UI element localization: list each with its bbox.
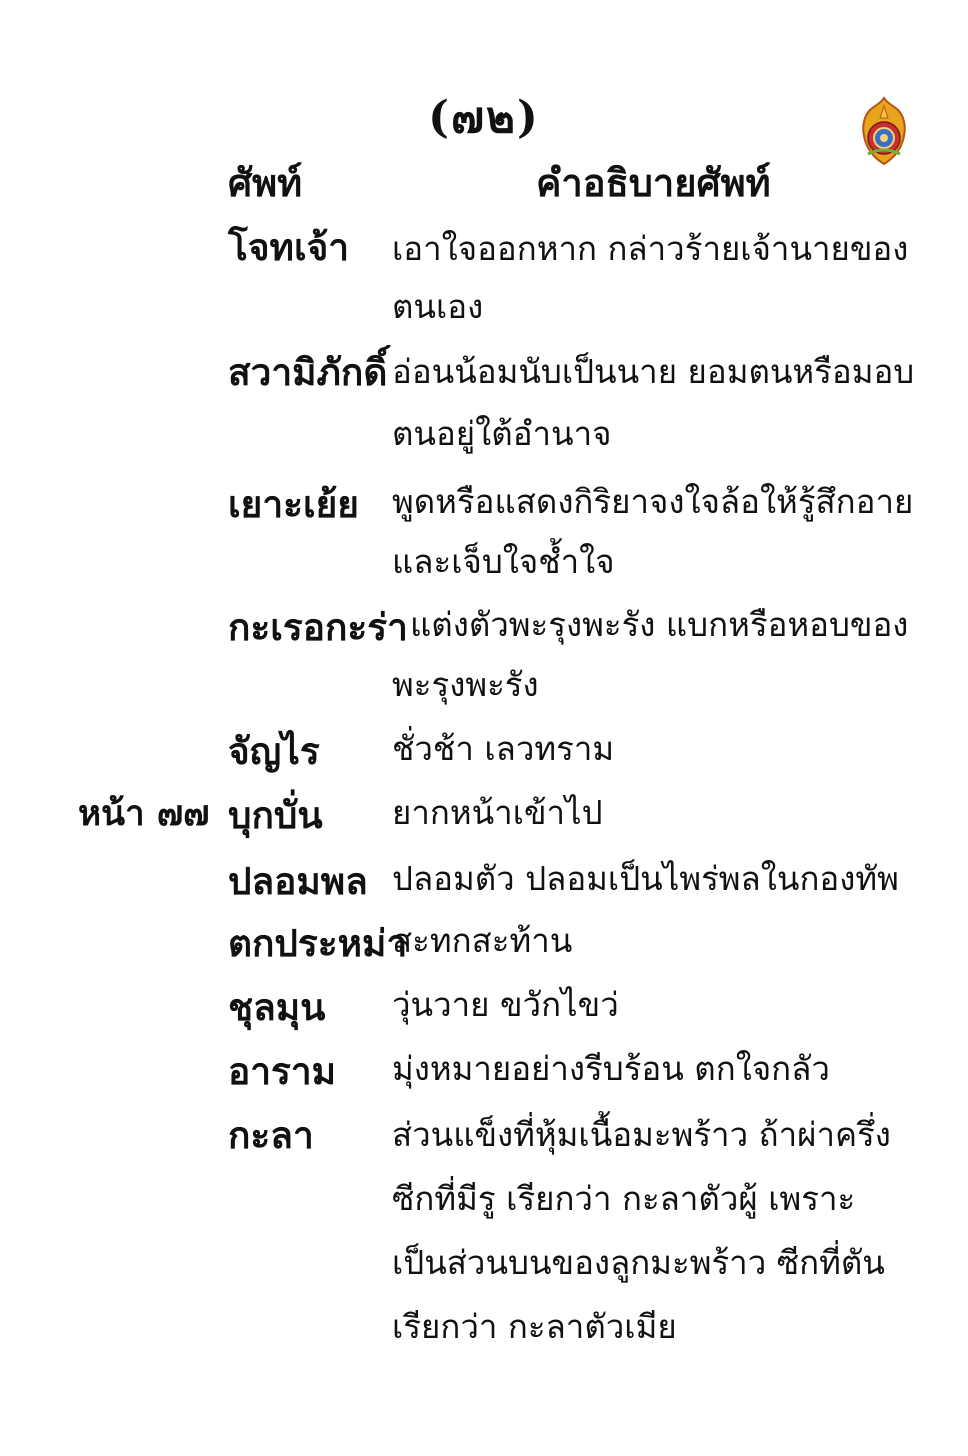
entry-definition-line: ตนเอง — [392, 287, 484, 326]
entry-term: อาราม — [228, 1049, 337, 1093]
entry-term: ตกประหม่า — [228, 921, 408, 965]
entry-definition-line: สะทกสะท้าน — [392, 921, 573, 960]
entry-definition-line: พะรุงพะรัง — [392, 665, 539, 704]
header-term-label: ศัพท์ — [228, 160, 303, 205]
entry-definition-line: ชั่วช้า เลวทราม — [392, 729, 615, 768]
entry-definition-line: อ่อนน้อมนับเป็นนาย ยอมตนหรือมอบ — [392, 352, 915, 391]
entry-definition-line: มุ่งหมายอย่างรีบร้อน ตกใจกลัว — [392, 1049, 830, 1088]
entry-definition-line: พูดหรือแสดงกิริยาจงใจล้อให้รู้สึกอาย — [392, 482, 914, 521]
entry-definition-line: และเจ็บใจช้ำใจ — [392, 542, 615, 581]
entry-term: ชุลมุน — [228, 985, 326, 1029]
entry-term: ปลอมพล — [228, 859, 368, 903]
entry-term: สวามิภักดิ์ — [228, 350, 388, 394]
side-page-reference: หน้า ๗๗ — [78, 793, 210, 834]
entry-definition-line: ซีกที่มีรู เรียกว่า กะลาตัวผู้ เพราะ — [392, 1179, 856, 1218]
entry-definition-line: แต่งตัวพะรุงพะรัง แบกหรือหอบของ — [410, 605, 909, 644]
entry-definition-line: เป็นส่วนบนของลูกมะพร้าว ซีกที่ตัน — [392, 1243, 885, 1282]
entry-term: บุกบั่น — [228, 793, 323, 837]
entry-definition-line: เรียกว่า กะลาตัวเมีย — [392, 1307, 677, 1346]
entry-definition-line: ปลอมตัว ปลอมเป็นไพร่พลในกองทัพ — [392, 859, 899, 898]
header-definition-label: คำอธิบายศัพท์ — [536, 160, 771, 205]
entry-definition-line: เอาใจออกหาก กล่าวร้ายเจ้านายของ — [392, 229, 909, 268]
entry-definition-line: ส่วนแข็งที่หุ้มเนื้อมะพร้าว ถ้าผ่าครึ่ง — [392, 1115, 891, 1154]
page-number: (๗๒) — [428, 92, 540, 143]
entry-term: กะลา — [228, 1113, 314, 1157]
school-emblem-icon — [858, 96, 910, 166]
entry-term: เยาะเย้ย — [228, 482, 359, 526]
entry-term: กะเรอกะร่า — [228, 605, 408, 649]
entry-definition-line: ยากหน้าเข้าไป — [392, 793, 603, 832]
entry-definition-line: ตนอยู่ใต้อำนาจ — [392, 414, 612, 453]
entry-term: โจทเจ้า — [228, 225, 350, 269]
entry-term: จัญไร — [228, 729, 320, 773]
entry-definition-line: วุ่นวาย ขวักไขว่ — [392, 985, 619, 1024]
